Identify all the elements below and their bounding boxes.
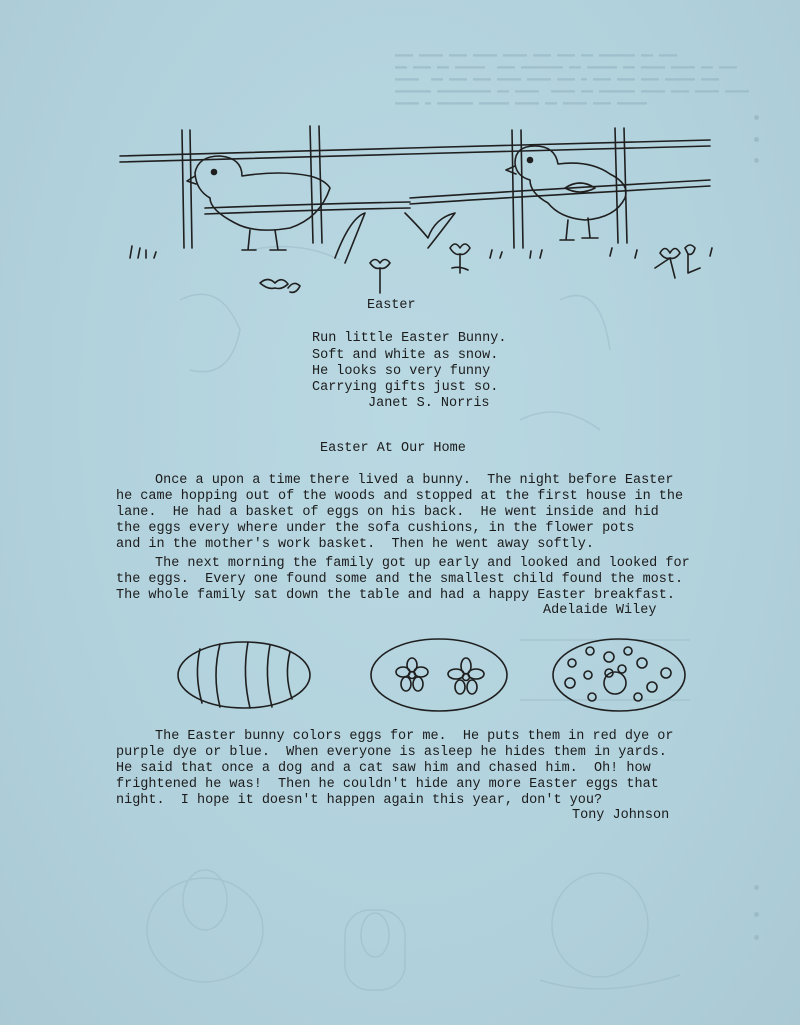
story-title: Easter At Our Home [320,441,466,456]
poem-line: He looks so very funny [312,364,491,379]
story-line: night. I hope it doesn't happen again this year, don't you? [116,793,603,808]
story-line: He said that once a dog and a cat saw him and chased him. Oh! how [116,761,651,776]
bleed-through-text: ▬▬▬ ▬▬▬▬ ▬▬▬ ▬▬▬▬ ▬▬▬▬ ▬▬▬ ▬▬▬ ▬▬ ▬▬▬▬▬▬ ▬▬ ▬▬▬ ▬▬ ▬▬▬ ▬▬ ▬▬▬▬▬ ▬▬▬ ▬▬▬▬▬▬▬ ▬▬ ▬▬▬▬▬ ▬▬ ▬▬▬▬ ▬▬▬▬ ▬▬ ▬▬▬ ▬▬▬▬ ▬▬ ▬▬▬ ▬▬▬ ▬▬▬▬ ▬▬▬▬ ▬▬▬ ▬ ▬▬▬ ▬▬▬ ▬▬▬ ▬▬▬▬▬ ▬▬▬ ▬▬▬▬▬▬ ▬▬▬▬▬▬▬▬▬ ▬▬ ▬▬▬▬ ▬▬▬▬ ▬▬ ▬▬▬▬▬▬ ▬▬▬▬ ▬▬▬ ▬▬▬▬ ▬▬▬▬ ▬▬▬▬ ▬ ▬▬▬▬▬▬ ▬▬▬▬▬ ▬▬▬▬ ▬▬ ▬▬▬▬ ▬▬▬ ▬▬▬▬▬ [395,50,750,109]
story-line: The whole family sat down the table and had a happy Easter breakfast. [116,588,675,603]
story-line: frightened he was! Then he couldn't hide any more Easter eggs that [116,777,659,792]
story-line: the eggs every where under the sofa cushions, in the flower pots [116,521,635,536]
flower-egg [371,639,507,711]
story-line: Once a upon a time there lived a bunny. The night before Easter [155,473,674,488]
poem-line: Carrying gifts just so. [312,380,499,395]
poem-author: Janet S. Norris [368,396,490,411]
poem-title: Easter [367,298,416,313]
dotted-egg [553,639,685,711]
story-line: purple dye or blue. When everyone is asleep he hides them in yards. [116,745,667,760]
poem-line: Run little Easter Bunny. [312,331,507,346]
story-line: the eggs. Every one found some and the smallest child found the most. [116,572,684,587]
story-author: Adelaide Wiley [543,603,657,618]
story-line: The next morning the family got up early and looked and looked for [155,556,690,571]
story-line: he came hopping out of the woods and stopped at the first house in the [116,489,684,504]
chicks-fence-illustration [110,118,730,318]
poem-line: Soft and white as snow. [312,348,499,363]
story-author: Tony Johnson [572,808,670,823]
story-line: and in the mother's work basket. Then he went away softly. [116,537,594,552]
easter-eggs-illustration [172,635,692,715]
story-line: lane. He had a basket of eggs on his back. He went inside and hid [116,505,659,520]
story-line: The Easter bunny colors eggs for me. He puts them in red dye or [155,729,674,744]
